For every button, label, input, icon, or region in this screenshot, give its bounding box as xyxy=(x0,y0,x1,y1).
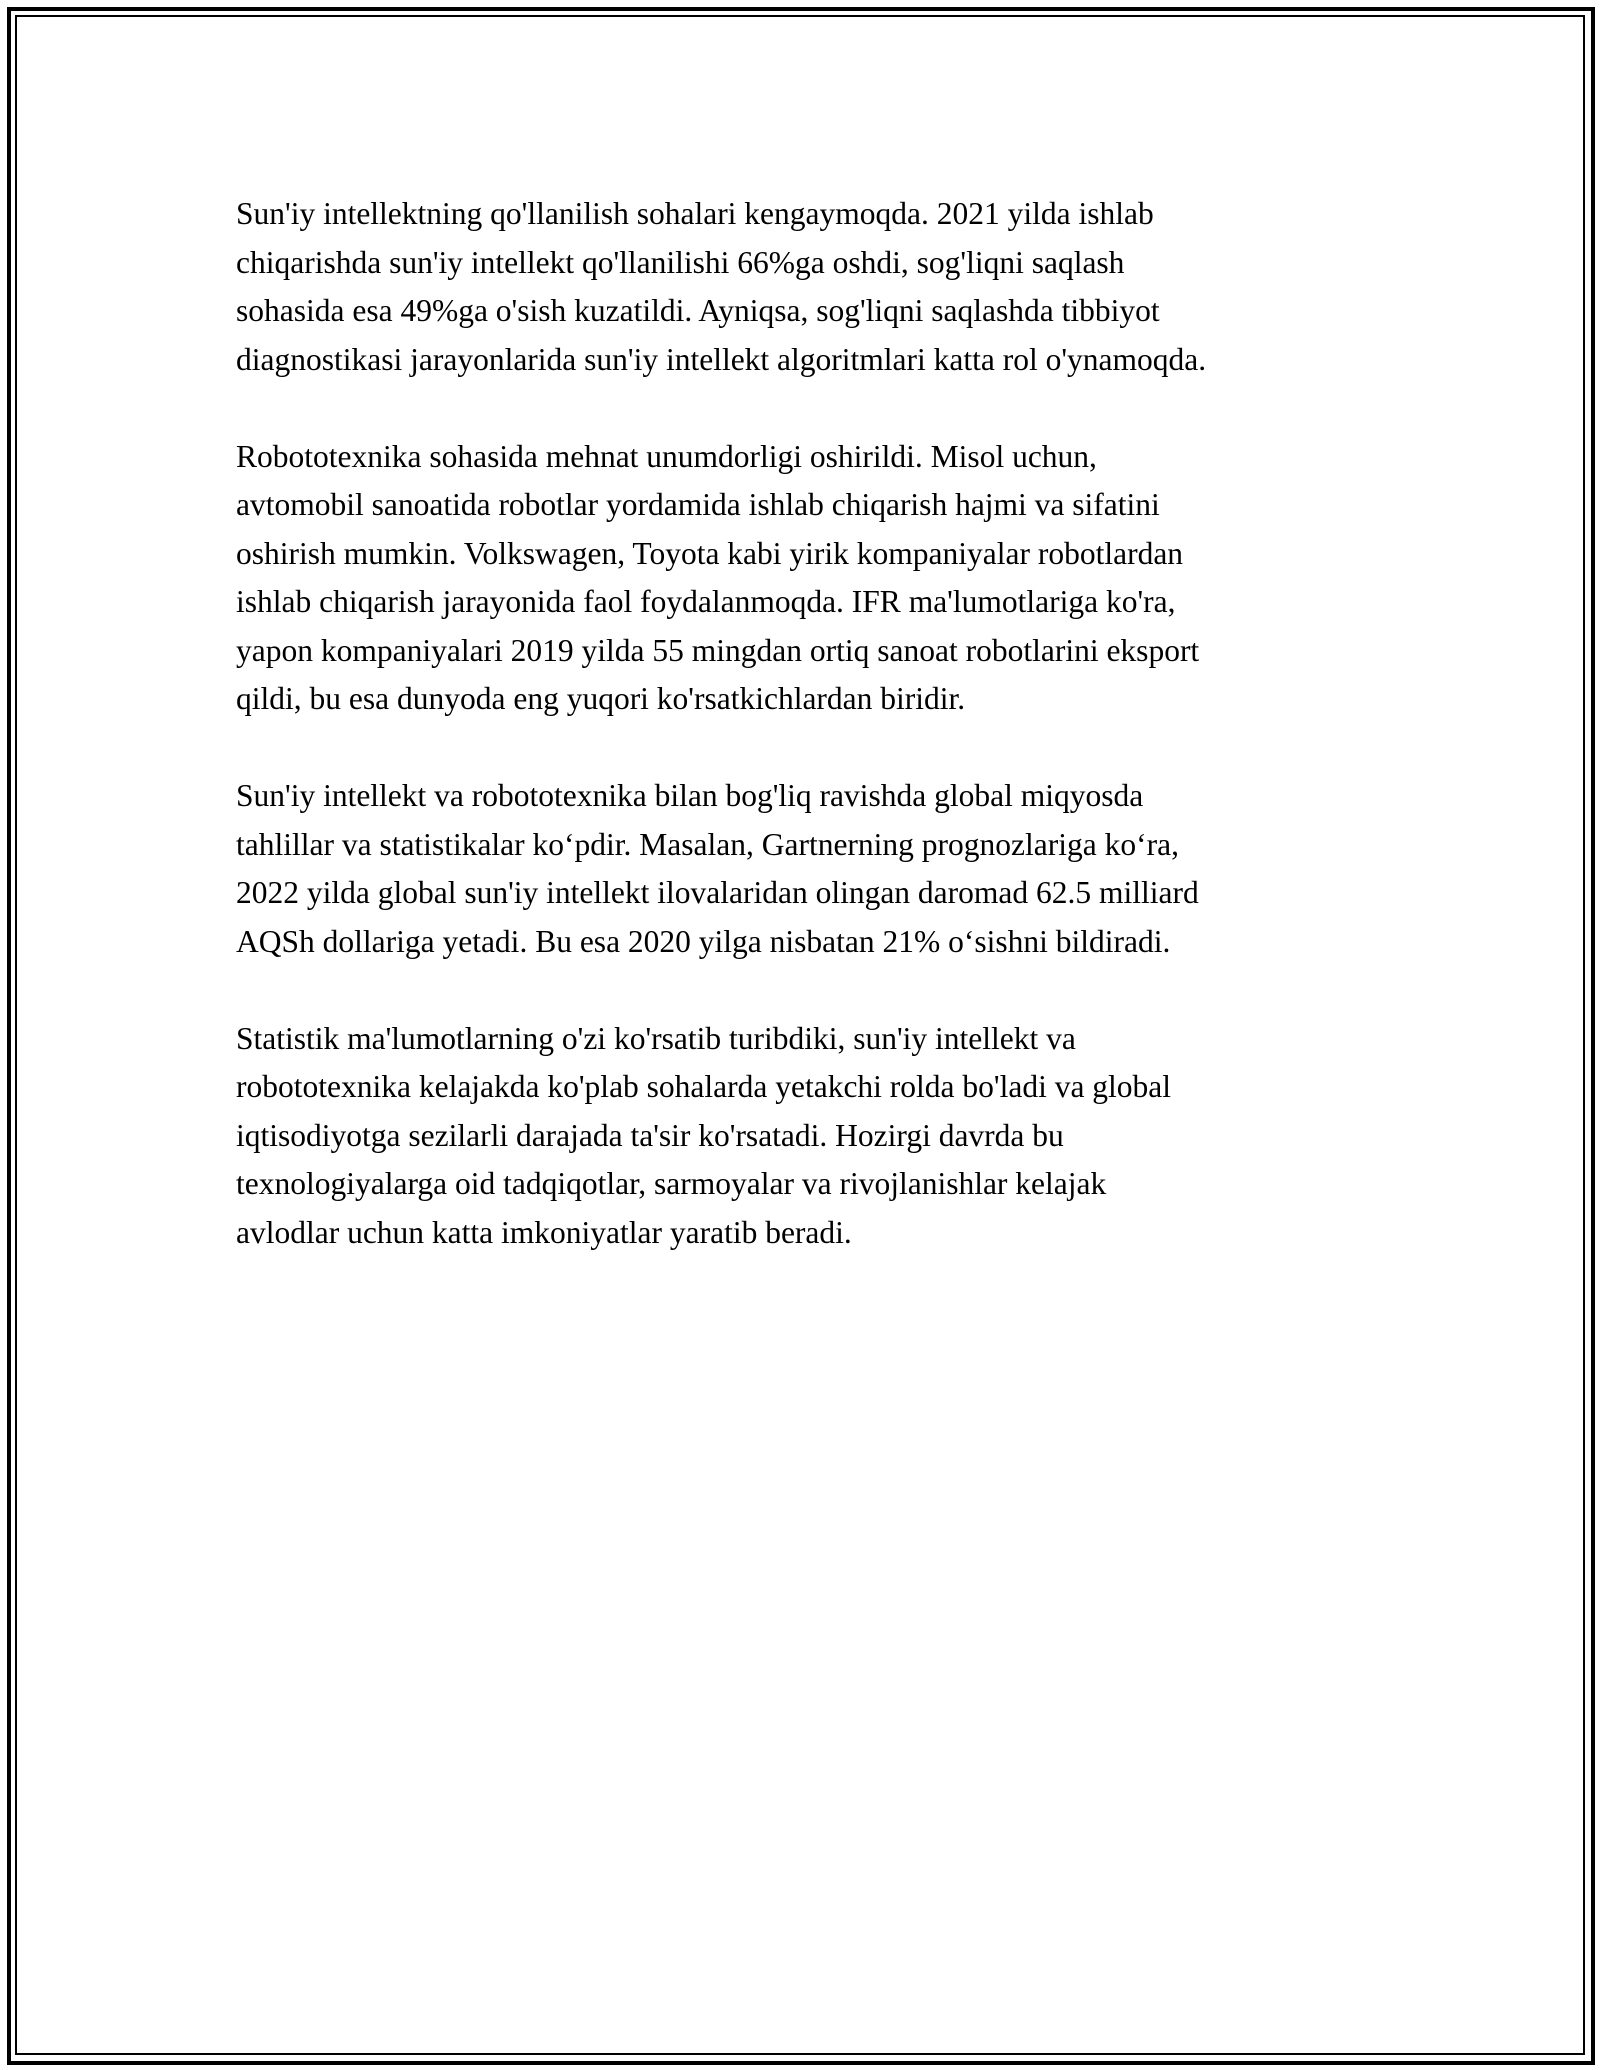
text-line: avtomobil sanoatida robotlar yordamida ishlab chiqarish hajmi va sifatini xyxy=(236,487,1160,522)
text-line: Robototexnika sohasida mehnat unumdorligi oshirildi. Misol uchun, xyxy=(236,438,1097,474)
paragraph-robotics xyxy=(236,433,1386,724)
text-line: texnologiyalarga oid tadqiqotlar, sarmoyalar va rivojlanishlar kelajak xyxy=(236,1166,1107,1201)
paragraph-global-statistics xyxy=(236,772,1386,966)
text-line: robototexnika kelajakda ko'plab sohalarda yetakchi rolda bo'ladi va global xyxy=(236,1069,1172,1104)
text-line: tahlillar va statistikalar koʻpdir. Masalan, Gartnerning prognozlariga koʻra, xyxy=(236,826,1179,862)
text-line: qildi, bu esa dunyoda eng yuqori ko'rsatkichlardan biridir. xyxy=(236,681,966,716)
text-line: oshirish mumkin. Volkswagen, Toyota kabi yirik kompaniyalar robotlardan xyxy=(236,535,1184,571)
text-line: Statistik ma'lumotlarning o'zi ko'rsatib turibdiki, sun'iy intellekt va xyxy=(236,1020,1076,1056)
text-line: iqtisodiyotga sezilarli darajada ta'sir ko'rsatadi. Hozirgi davrda bu xyxy=(236,1117,1064,1153)
text-line: Sun'iy intellekt va robototexnika bilan bog'liq ravishda global miqyosda xyxy=(236,778,1144,813)
text-line: Sun'iy intellektning qo'llanilish sohalari kengaymoqda. 2021 yilda ishlab xyxy=(236,196,1154,231)
text-line: AQSh dollariga yetadi. Bu esa 2020 yilga nisbatan 21% oʻsishni bildiradi. xyxy=(236,923,1171,959)
paragraph-ai-applications xyxy=(236,190,1386,384)
paragraph-conclusion xyxy=(236,1015,1386,1258)
text-line: ishlab chiqarish jarayonida faol foydalanmoqda. IFR ma'lumotlariga ko'ra, xyxy=(236,584,1176,619)
text-line: chiqarishda sun'iy intellekt qo'llanilishi 66%ga oshdi, sog'liqni saqlash xyxy=(236,244,1125,280)
document-body xyxy=(236,190,1386,1306)
text-line: 2022 yilda global sun'iy intellekt ilovalaridan olingan daromad 62.5 milliard xyxy=(236,875,1199,910)
text-line: diagnostikasi jarayonlarida sun'iy intellekt algoritmlari katta rol o'ynamoqda. xyxy=(236,341,1207,377)
text-line: avlodlar uchun katta imkoniyatlar yaratib beradi. xyxy=(236,1214,852,1250)
text-line: yapon kompaniyalari 2019 yilda 55 mingdan ortiq sanoat robotlarini eksport xyxy=(236,632,1200,668)
text-line: sohasida esa 49%ga o'sish kuzatildi. Ayniqsa, sog'liqni saqlashda tibbiyot xyxy=(236,293,1160,328)
